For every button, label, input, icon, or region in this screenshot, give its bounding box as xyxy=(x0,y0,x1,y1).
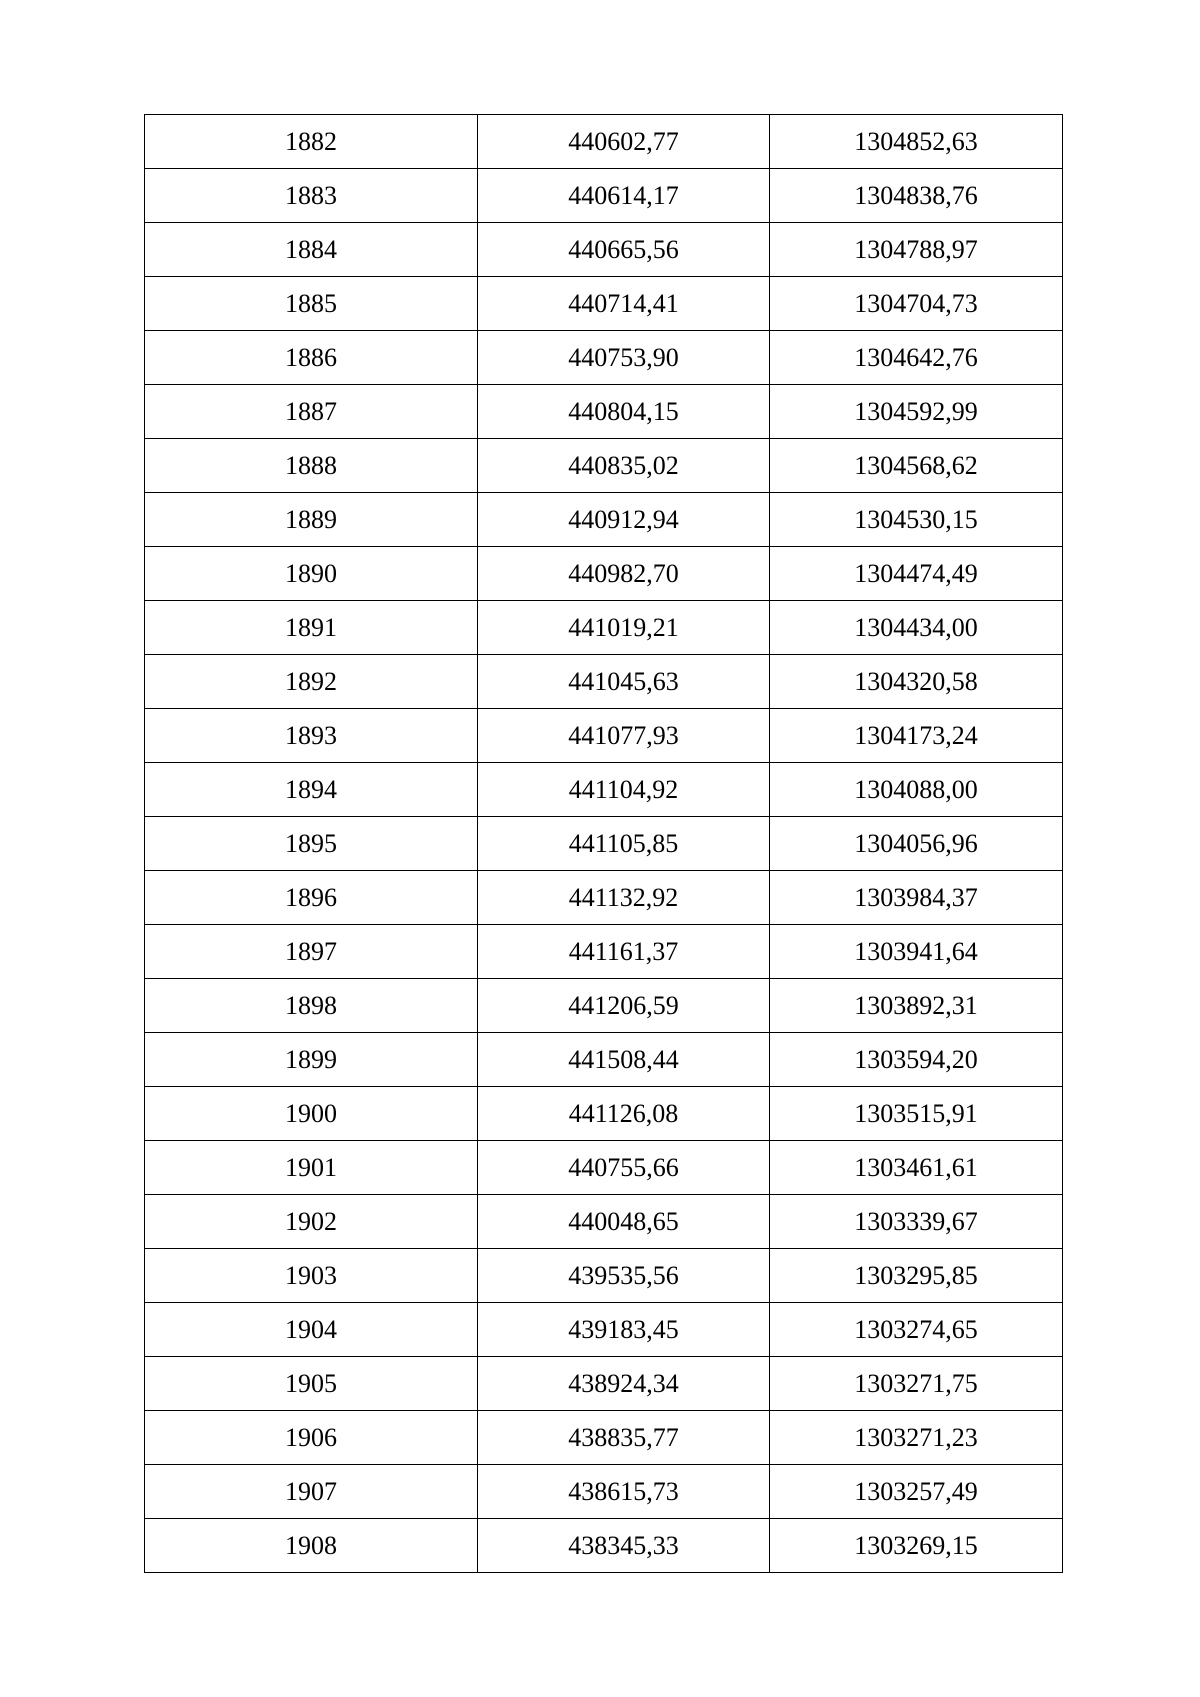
x-coordinate-cell: 440602,77 xyxy=(478,115,770,169)
table-row xyxy=(145,1141,1063,1195)
table-row xyxy=(145,439,1063,493)
point-number-cell: 1906 xyxy=(145,1411,478,1465)
table-row xyxy=(145,493,1063,547)
x-coordinate-cell: 441508,44 xyxy=(478,1033,770,1087)
point-number-cell: 1901 xyxy=(145,1141,478,1195)
x-coordinate-cell: 441019,21 xyxy=(478,601,770,655)
y-coordinate-cell: 1304474,49 xyxy=(770,547,1063,601)
coordinates-table-body xyxy=(145,115,1063,1573)
table-row xyxy=(145,925,1063,979)
y-coordinate-cell: 1304852,63 xyxy=(770,115,1063,169)
point-number-cell: 1894 xyxy=(145,763,478,817)
x-coordinate-cell: 441161,37 xyxy=(478,925,770,979)
y-coordinate-cell: 1304530,15 xyxy=(770,493,1063,547)
table-row xyxy=(145,817,1063,871)
y-coordinate-cell: 1303941,64 xyxy=(770,925,1063,979)
x-coordinate-cell: 440982,70 xyxy=(478,547,770,601)
y-coordinate-cell: 1304642,76 xyxy=(770,331,1063,385)
table-row xyxy=(145,1465,1063,1519)
y-coordinate-cell: 1303271,23 xyxy=(770,1411,1063,1465)
x-coordinate-cell: 440665,56 xyxy=(478,223,770,277)
x-coordinate-cell: 441045,63 xyxy=(478,655,770,709)
x-coordinate-cell: 441132,92 xyxy=(478,871,770,925)
table-row xyxy=(145,1519,1063,1573)
table-row xyxy=(145,709,1063,763)
point-number-cell: 1897 xyxy=(145,925,478,979)
y-coordinate-cell: 1304592,99 xyxy=(770,385,1063,439)
point-number-cell: 1904 xyxy=(145,1303,478,1357)
table-row xyxy=(145,1303,1063,1357)
x-coordinate-cell: 440714,41 xyxy=(478,277,770,331)
table-row xyxy=(145,871,1063,925)
x-coordinate-cell: 440835,02 xyxy=(478,439,770,493)
point-number-cell: 1905 xyxy=(145,1357,478,1411)
point-number-cell: 1899 xyxy=(145,1033,478,1087)
point-number-cell: 1908 xyxy=(145,1519,478,1573)
table-row xyxy=(145,655,1063,709)
x-coordinate-cell: 440614,17 xyxy=(478,169,770,223)
table-row xyxy=(145,223,1063,277)
x-coordinate-cell: 438835,77 xyxy=(478,1411,770,1465)
point-number-cell: 1887 xyxy=(145,385,478,439)
point-number-cell: 1888 xyxy=(145,439,478,493)
y-coordinate-cell: 1303461,61 xyxy=(770,1141,1063,1195)
table-row xyxy=(145,277,1063,331)
x-coordinate-cell: 441105,85 xyxy=(478,817,770,871)
point-number-cell: 1889 xyxy=(145,493,478,547)
x-coordinate-cell: 440755,66 xyxy=(478,1141,770,1195)
x-coordinate-cell: 440912,94 xyxy=(478,493,770,547)
x-coordinate-cell: 441126,08 xyxy=(478,1087,770,1141)
y-coordinate-cell: 1304434,00 xyxy=(770,601,1063,655)
table-row xyxy=(145,1357,1063,1411)
table-row xyxy=(145,1087,1063,1141)
y-coordinate-cell: 1303269,15 xyxy=(770,1519,1063,1573)
y-coordinate-cell: 1304704,73 xyxy=(770,277,1063,331)
point-number-cell: 1884 xyxy=(145,223,478,277)
point-number-cell: 1891 xyxy=(145,601,478,655)
point-number-cell: 1883 xyxy=(145,169,478,223)
y-coordinate-cell: 1303892,31 xyxy=(770,979,1063,1033)
x-coordinate-cell: 438924,34 xyxy=(478,1357,770,1411)
point-number-cell: 1892 xyxy=(145,655,478,709)
point-number-cell: 1902 xyxy=(145,1195,478,1249)
x-coordinate-cell: 441104,92 xyxy=(478,763,770,817)
table-row xyxy=(145,763,1063,817)
x-coordinate-cell: 440048,65 xyxy=(478,1195,770,1249)
y-coordinate-cell: 1303515,91 xyxy=(770,1087,1063,1141)
point-number-cell: 1907 xyxy=(145,1465,478,1519)
table-row xyxy=(145,547,1063,601)
y-coordinate-cell: 1304568,62 xyxy=(770,439,1063,493)
table-row xyxy=(145,385,1063,439)
y-coordinate-cell: 1303295,85 xyxy=(770,1249,1063,1303)
y-coordinate-cell: 1303274,65 xyxy=(770,1303,1063,1357)
point-number-cell: 1895 xyxy=(145,817,478,871)
y-coordinate-cell: 1303271,75 xyxy=(770,1357,1063,1411)
x-coordinate-cell: 440804,15 xyxy=(478,385,770,439)
table-row xyxy=(145,115,1063,169)
point-number-cell: 1882 xyxy=(145,115,478,169)
y-coordinate-cell: 1304088,00 xyxy=(770,763,1063,817)
x-coordinate-cell: 441077,93 xyxy=(478,709,770,763)
x-coordinate-cell: 439535,56 xyxy=(478,1249,770,1303)
table-row xyxy=(145,1033,1063,1087)
point-number-cell: 1898 xyxy=(145,979,478,1033)
x-coordinate-cell: 438615,73 xyxy=(478,1465,770,1519)
x-coordinate-cell: 439183,45 xyxy=(478,1303,770,1357)
table-row xyxy=(145,331,1063,385)
table-row xyxy=(145,979,1063,1033)
table-row xyxy=(145,1411,1063,1465)
y-coordinate-cell: 1304788,97 xyxy=(770,223,1063,277)
coordinates-table xyxy=(144,114,1063,1573)
y-coordinate-cell: 1303257,49 xyxy=(770,1465,1063,1519)
y-coordinate-cell: 1304056,96 xyxy=(770,817,1063,871)
y-coordinate-cell: 1304320,58 xyxy=(770,655,1063,709)
y-coordinate-cell: 1304173,24 xyxy=(770,709,1063,763)
point-number-cell: 1903 xyxy=(145,1249,478,1303)
y-coordinate-cell: 1303339,67 xyxy=(770,1195,1063,1249)
x-coordinate-cell: 441206,59 xyxy=(478,979,770,1033)
point-number-cell: 1896 xyxy=(145,871,478,925)
table-row xyxy=(145,169,1063,223)
y-coordinate-cell: 1303984,37 xyxy=(770,871,1063,925)
point-number-cell: 1890 xyxy=(145,547,478,601)
y-coordinate-cell: 1303594,20 xyxy=(770,1033,1063,1087)
y-coordinate-cell: 1304838,76 xyxy=(770,169,1063,223)
table-row xyxy=(145,1195,1063,1249)
x-coordinate-cell: 438345,33 xyxy=(478,1519,770,1573)
table-row xyxy=(145,1249,1063,1303)
point-number-cell: 1893 xyxy=(145,709,478,763)
x-coordinate-cell: 440753,90 xyxy=(478,331,770,385)
point-number-cell: 1900 xyxy=(145,1087,478,1141)
table-row xyxy=(145,601,1063,655)
point-number-cell: 1886 xyxy=(145,331,478,385)
point-number-cell: 1885 xyxy=(145,277,478,331)
